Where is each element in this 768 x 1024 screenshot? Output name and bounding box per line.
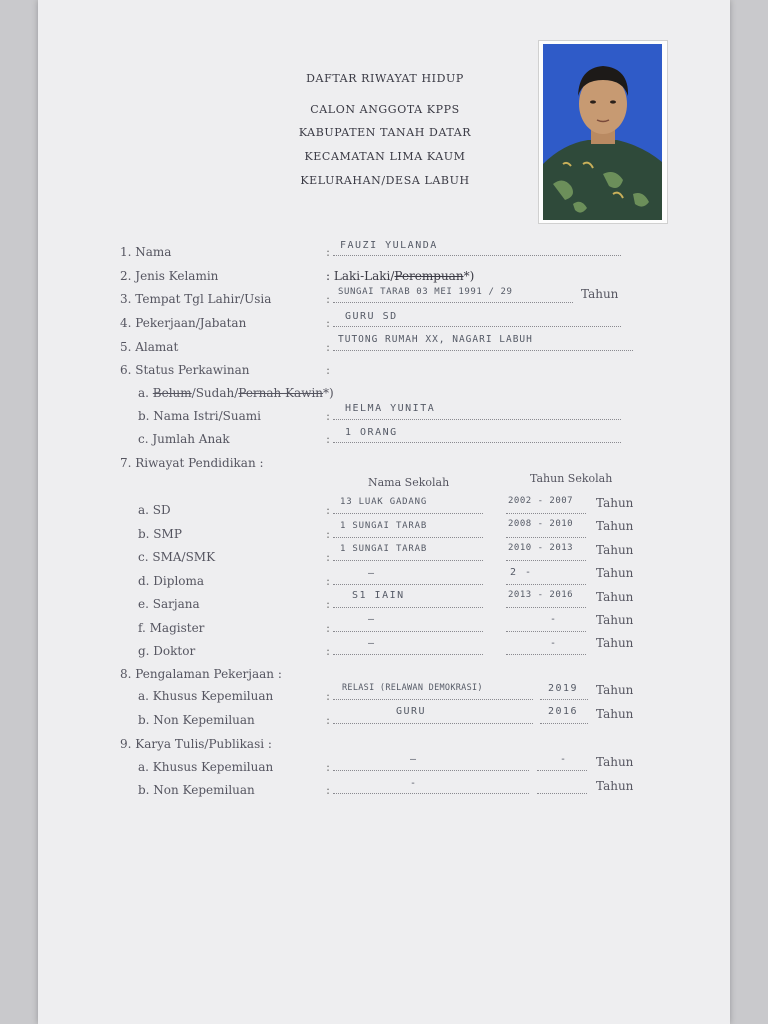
- fill-line: [333, 793, 529, 794]
- col-tahun-sekolah: Tahun Sekolah: [530, 472, 613, 485]
- fill-line: [333, 442, 621, 443]
- fill-line: [333, 419, 621, 420]
- unit-tahun: Tahun: [596, 779, 634, 793]
- edu-years: 2013 - 2016: [508, 590, 574, 600]
- edu-years: 2008 - 2010: [508, 519, 574, 529]
- unit-tahun: Tahun: [596, 707, 634, 721]
- edu-years: 2 -: [510, 567, 533, 578]
- fill-line: [333, 723, 533, 724]
- fill-line: [506, 631, 586, 632]
- fill-line: [537, 793, 587, 794]
- edu-label: g. Doktor: [138, 644, 196, 658]
- fill-line: [333, 326, 621, 327]
- edu-school: —: [368, 614, 376, 625]
- col-nama-sekolah: Nama Sekolah: [368, 476, 450, 489]
- value-karya-non: -: [410, 778, 418, 789]
- value-status-perkawinan: a. Belum/Sudah/Pernah Kawin*): [138, 386, 334, 400]
- fill-line: [537, 770, 587, 771]
- fill-line: [506, 607, 586, 608]
- value-jumlah-anak: 1 ORANG: [345, 427, 398, 438]
- label-non-kepemiluan: b. Non Kepemiluan: [138, 713, 255, 727]
- edu-years: 2010 - 2013: [508, 543, 574, 553]
- colon: :: [326, 503, 331, 517]
- edu-school: S1 IAIN: [352, 590, 405, 601]
- colon: :: [326, 597, 331, 611]
- unit-tahun: Tahun: [596, 636, 634, 650]
- colon: :: [326, 245, 331, 259]
- edu-years: -: [550, 614, 558, 625]
- doc-subtitle-kabupaten: KABUPATEN TANAH DATAR: [298, 126, 472, 139]
- colon: :: [326, 409, 331, 423]
- fill-line: [333, 513, 483, 514]
- fill-line: [506, 654, 586, 655]
- colon: :: [326, 340, 331, 354]
- value-alamat: TUTONG RUMAH XX, NAGARI LABUH: [338, 334, 533, 345]
- label-jumlah-anak: c. Jumlah Anak: [138, 432, 230, 446]
- edu-school: —: [368, 568, 376, 579]
- edu-school: 1 SUNGAI TARAB: [340, 544, 428, 554]
- value-pekerjaan: GURU SD: [345, 311, 398, 322]
- colon: :: [326, 760, 331, 774]
- label-nama: 1. Nama: [120, 245, 172, 259]
- fill-line: [333, 537, 483, 538]
- fill-line: [506, 513, 586, 514]
- unit-tahun: Tahun: [596, 566, 634, 580]
- value-nama-istri-suami: HELMA YUNITA: [345, 403, 436, 414]
- unit-tahun: Tahun: [581, 287, 619, 301]
- edu-years: -: [550, 638, 558, 649]
- value-pengalaman-non-tahun: 2016: [548, 706, 579, 717]
- label-khusus-kepemiluan: a. Khusus Kepemiluan: [138, 689, 274, 703]
- colon: :: [326, 713, 331, 727]
- fill-line: [333, 699, 533, 700]
- colon: :: [326, 432, 331, 446]
- edu-label: a. SD: [138, 503, 171, 517]
- unit-tahun: Tahun: [596, 543, 634, 557]
- unit-tahun: Tahun: [596, 496, 634, 510]
- label-nama-istri-suami: b. Nama Istri/Suami: [138, 409, 261, 423]
- doc-subtitle-kecamatan: KECAMATAN LIMA KAUM: [304, 150, 466, 163]
- value-pengalaman-non: GURU: [396, 706, 427, 717]
- value-pengalaman-khusus: RELASI (RELAWAN DEMOKRASI): [342, 683, 483, 693]
- unit-tahun: Tahun: [596, 519, 634, 533]
- fill-line: [333, 631, 483, 632]
- edu-label: c. SMA/SMK: [138, 550, 216, 564]
- fill-line: [333, 560, 483, 561]
- value-pengalaman-khusus-tahun: 2019: [548, 683, 579, 694]
- label-jenis-kelamin: 2. Jenis Kelamin: [120, 269, 219, 283]
- fill-line: [540, 723, 588, 724]
- edu-school: 13 LUAK GADANG: [340, 497, 428, 507]
- label-karya-tulis: 9. Karya Tulis/Publikasi :: [120, 737, 272, 751]
- fill-line: [540, 699, 588, 700]
- fill-line: [506, 584, 586, 585]
- edu-years: 2002 - 2007: [508, 496, 574, 506]
- colon: :: [326, 783, 331, 797]
- colon: :: [326, 644, 331, 658]
- fill-line: [333, 607, 483, 608]
- fill-line: [333, 654, 483, 655]
- doc-title: DAFTAR RIWAYAT HIDUP: [306, 72, 464, 85]
- label-karya-non: b. Non Kepemiluan: [138, 783, 255, 797]
- doc-subtitle-kpps: CALON ANGGOTA KPPS: [310, 103, 460, 116]
- edu-label: e. Sarjana: [138, 597, 200, 611]
- value-ttl: SUNGAI TARAB 03 MEI 1991 / 29: [338, 287, 513, 297]
- colon: :: [326, 316, 331, 330]
- value-nama: FAUZI YULANDA: [340, 240, 438, 251]
- value-jenis-kelamin: : Laki-Laki/Perempuan*): [326, 269, 475, 283]
- edu-school: —: [368, 638, 376, 649]
- fill-line: [333, 350, 633, 351]
- edu-label: f. Magister: [138, 621, 205, 635]
- portrait-image: [543, 44, 662, 220]
- fill-line: [333, 584, 483, 585]
- colon: :: [326, 621, 331, 635]
- edu-label: b. SMP: [138, 527, 182, 541]
- fill-line: [333, 302, 573, 303]
- colon: :: [326, 574, 331, 588]
- label-karya-khusus: a. Khusus Kepemiluan: [138, 760, 274, 774]
- unit-tahun: Tahun: [596, 613, 634, 627]
- fill-line: [333, 770, 529, 771]
- colon: :: [326, 292, 331, 306]
- label-pekerjaan: 4. Pekerjaan/Jabatan: [120, 316, 247, 330]
- fill-line: [333, 255, 621, 256]
- label-status-perkawinan: 6. Status Perkawinan: [120, 363, 250, 377]
- label-alamat: 5. Alamat: [120, 340, 179, 354]
- label-riwayat-pendidikan: 7. Riwayat Pendidikan :: [120, 456, 264, 470]
- label-ttl: 3. Tempat Tgl Lahir/Usia: [120, 292, 272, 306]
- fill-line: [506, 537, 586, 538]
- colon: :: [326, 689, 331, 703]
- edu-school: 1 SUNGAI TARAB: [340, 521, 428, 531]
- label-pengalaman-pekerjaan: 8. Pengalaman Pekerjaan :: [120, 667, 282, 681]
- doc-subtitle-kelurahan: KELURAHAN/DESA LABUH: [300, 174, 470, 187]
- value-karya-khusus-tahun: -: [560, 754, 568, 765]
- colon: :: [326, 363, 331, 377]
- edu-label: d. Diploma: [138, 574, 205, 588]
- fill-line: [506, 560, 586, 561]
- colon: :: [326, 527, 331, 541]
- unit-tahun: Tahun: [596, 590, 634, 604]
- value-karya-khusus: —: [410, 754, 418, 765]
- unit-tahun: Tahun: [596, 755, 634, 769]
- applicant-photo: [538, 40, 668, 224]
- colon: :: [326, 550, 331, 564]
- unit-tahun: Tahun: [596, 683, 634, 697]
